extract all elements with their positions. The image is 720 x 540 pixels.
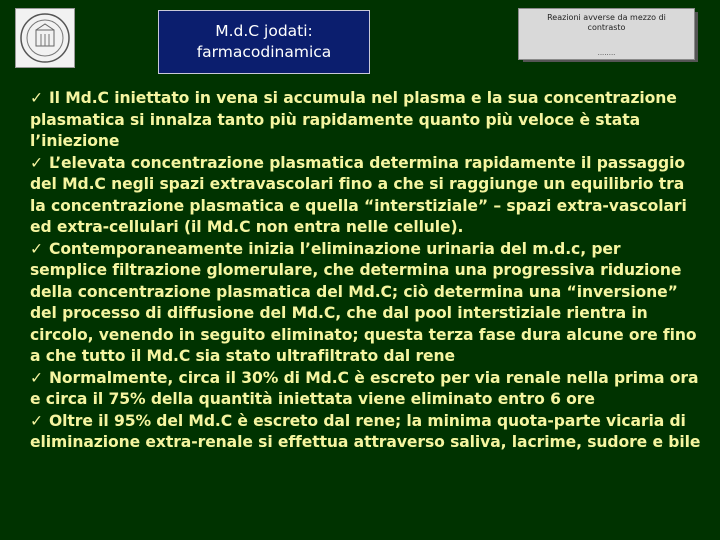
check-icon: ✓ bbox=[30, 368, 43, 387]
check-icon: ✓ bbox=[30, 411, 43, 430]
list-item-text: Oltre il 95% del Md.C è escreto dal rene; la minima quota-parte vicaria di eliminazione extra-renale si effettua attraverso saliva, lacrime, sudore e bile bbox=[30, 411, 701, 451]
reference-subtitle: ........ bbox=[597, 49, 616, 57]
list-item bbox=[30, 88, 702, 153]
check-icon: ✓ bbox=[30, 153, 43, 172]
bullet-list bbox=[30, 88, 702, 454]
seal-graphic bbox=[19, 12, 71, 64]
list-item-text: Normalmente, circa il 30% di Md.C è escreto per via renale nella prima ora e circa il 75% della quantità iniettata viene eliminato entro 6 ore bbox=[30, 368, 699, 408]
reference-box bbox=[518, 8, 695, 60]
list-item-text: Contemporaneamente inizia l’eliminazione urinaria del m.d.c, per semplice filtrazione glomerulare, che determina una progressiva riduzione della concentrazione plasmatica del Md.C; ciò determina una “inversione” del processo di diffusione del Md.C, che dal pool interstiziale rientra in circolo, venendo in seguito eliminato; questa terza fase dura alcune ore fino a che tutto il Md.C sia stato ultrafiltrato dal rene bbox=[30, 239, 697, 365]
list-item bbox=[30, 368, 702, 411]
slide-title bbox=[158, 10, 370, 74]
check-icon: ✓ bbox=[30, 239, 43, 258]
slide-title-line1: M.d.C jodati: bbox=[215, 22, 313, 40]
list-item-text: Il Md.C iniettato in vena si accumula nel plasma e la sua concentrazione plasmatica si innalza tanto più rapidamente quanto più veloce è stata l’iniezione bbox=[30, 89, 677, 150]
list-item bbox=[30, 153, 702, 239]
list-item bbox=[30, 239, 702, 368]
reference-title: Reazioni avverse da mezzo di contrasto bbox=[547, 13, 666, 32]
list-item-text: L’elevata concentrazione plasmatica determina rapidamente il passaggio del Md.C negli spazi extravascolari fino a che si raggiunge un equilibrio tra la concentrazione plasmatica e quella “interstiziale” – spazi extra-vascolari ed extra-cellulari (il Md.C non entra nelle cellule). bbox=[30, 153, 687, 236]
list-item bbox=[30, 411, 702, 454]
university-seal-icon bbox=[15, 8, 75, 68]
check-icon: ✓ bbox=[30, 89, 43, 107]
slide-title-line2: farmacodinamica bbox=[196, 43, 332, 61]
